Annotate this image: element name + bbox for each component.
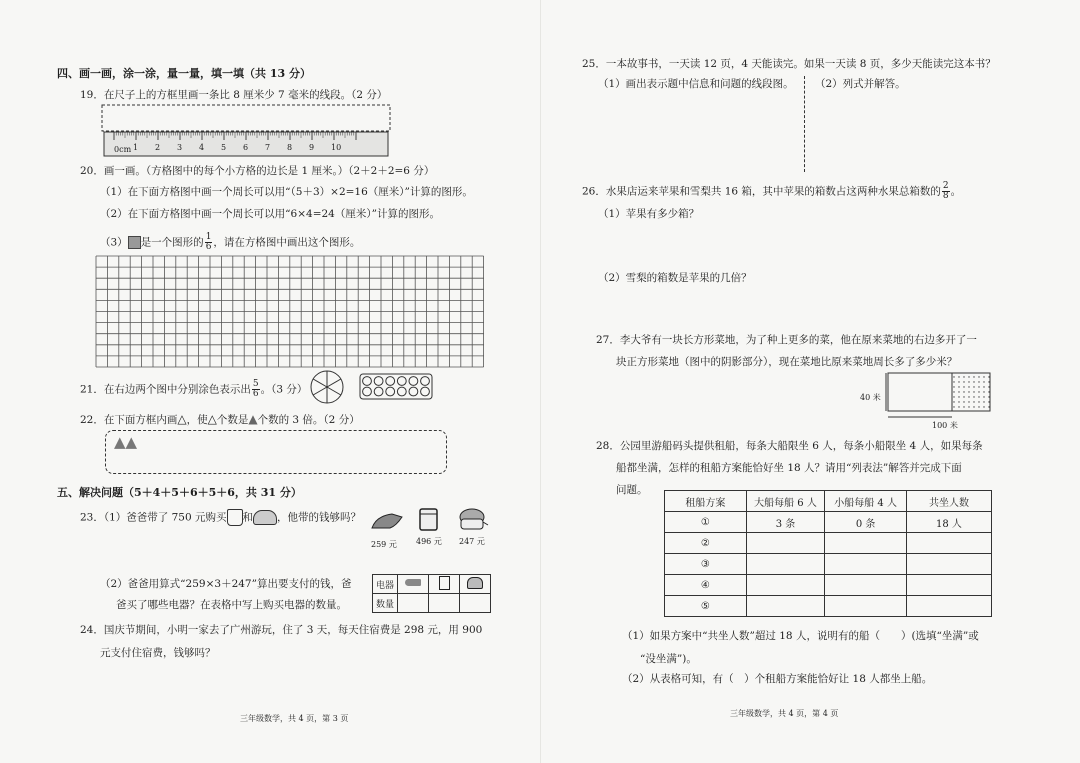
question-26-part-1: （1）苹果有多少箱？ [598, 208, 700, 220]
boat-rental-table [664, 490, 992, 617]
q20-3-text-end: ，请在方格图中画出这个图形。 [213, 236, 361, 249]
question-23-part-2-line-1: （2）爸爸用算式“259×3＋247”算出要支付的钱，爸 [100, 578, 352, 590]
question-26: 26．水果店运来苹果和雪梨共 16 箱，其中苹果的箱数占这两种水果总箱数的 $\frac{2}{8}$ 。 [582, 181, 962, 201]
table-row: ① 3 条 0 条 18 人 [665, 512, 992, 533]
egg-tray-circles[interactable] [359, 373, 434, 400]
question-20-part-3 [100, 233, 360, 252]
question-28-line-1: 28．公园里游船码头提供租船，每条大船限坐 6 人，每条小船限坐 4 人，如果每条 [596, 440, 983, 452]
elec-qty-kettle[interactable] [429, 594, 460, 613]
question-19: 19．在尺子上的方框里画一条比 8 厘米少 7 毫米的线段。（2 分） [80, 89, 388, 101]
fraction-two-eighths: $\frac{2}{8}$ [942, 181, 949, 201]
ruler-tick-label: 10 [331, 143, 342, 152]
price-rice-cooker: 247 元 [459, 537, 485, 546]
kettle-image-icon [417, 506, 441, 532]
ruler-tick-label: 1 [133, 143, 139, 152]
question-27-line-1: 27．李大爷有一块长方形菜地，为了种上更多的菜，他在原来菜地的右边多开了一 [596, 334, 977, 346]
triangle-outline-icon: △ [177, 412, 187, 426]
question-25-part-2: （2）列式并解答。 [815, 78, 906, 90]
table-row: ③ [665, 554, 992, 575]
question-27-line-2: 块正方形菜地（图中的阴影部分），现在菜地比原来菜地周长多了多少米？ [616, 356, 958, 368]
question-20-part-2: （2）在下面方格图中画一个周长可以用“6×4=24（厘米）”计算的图形。 [100, 208, 440, 220]
iron-icon [370, 511, 404, 531]
question-28-part-1-line-2: “没坐满”)。 [640, 653, 697, 665]
elec-row-label-appliance: 电器 [373, 575, 398, 594]
elec-cell-kettle [429, 575, 460, 594]
q20-3-text: 是一个图形的 [140, 236, 204, 249]
table-row: ② [665, 533, 992, 554]
fraction-one-sixth: $\frac{1}{6}$ [205, 232, 212, 252]
header-large-boat: 大船每船 6 人 [746, 491, 824, 512]
small-square-shape [128, 236, 141, 249]
ruler-tick-label: 5 [221, 143, 227, 152]
ruler-tick-label: 7 [265, 143, 271, 152]
question-24-line-1: 24．国庆节期间，小明一家去了广州游玩，住了 3 天，每天住宿费是 298 元，用 900 [80, 624, 483, 636]
question-23-part-1: 23．（1）爸爸带了 750 元购买 和 ，他带的钱够吗？ [80, 509, 361, 526]
elec-cell-iron [398, 575, 429, 594]
section-5-title: 五、解决问题（5＋4＋5＋6＋5＋6，共 31 分） [57, 486, 302, 499]
triangle-drawing-box[interactable] [105, 430, 447, 474]
question-28-part-2: （2）从表格可知，有（ ）个租船方案能恰好让 18 人都坐上船。 [622, 673, 933, 685]
header-plan: 租船方案 [665, 491, 747, 512]
question-20: 20．画一画。（方格图中的每个小方格的边长是 1 厘米。）（2＋2＋2=6 分） [80, 165, 435, 177]
question-21: 21．在右边两个图中分别涂色表示出 $\frac{5}{6}$ 。（3 分） [80, 379, 308, 399]
header-small-boat: 小船每船 4 人 [825, 491, 907, 512]
rice-cooker-image-icon [457, 507, 489, 532]
question-28-line-2: 船都坐满，怎样的租船方案能恰好坐 18 人？请用“列表法”解答并完成下面 [616, 462, 962, 474]
question-28-line-3: 问题。 [616, 484, 648, 496]
ruler-tick-label: 9 [309, 143, 315, 152]
question-25: 25．一本故事书，一天读 12 页，4 天能读完。如果一天读 8 页，多少天能读完这本书？ [582, 58, 996, 70]
question-26-part-2: （2）雪梨的箱数是苹果的几倍？ [598, 272, 752, 284]
triangle-filled-icon: ▲ [248, 412, 258, 426]
q20-3-label: （3） [100, 236, 128, 249]
ruler-tick-label: 6 [243, 143, 249, 152]
price-kettle: 496 元 [416, 537, 442, 546]
question-22: 22．在下面方框内画△，使△个数是▲个数的 3 倍。（2 分） [80, 412, 360, 426]
field-diagram [862, 370, 992, 425]
field-width-label: 40 米 [860, 393, 881, 402]
elec-cell-cooker [460, 575, 491, 594]
ruler-tick-label: 8 [287, 143, 293, 152]
question-20-part-1: （1）在下面方格图中画一个周长可以用“（5＋3）×2=16（厘米）”计算的图形。 [100, 186, 473, 198]
header-total: 共坐人数 [906, 491, 991, 512]
elec-row-label-quantity: 数量 [373, 594, 398, 613]
price-iron: 259 元 [371, 540, 397, 549]
gray-triangle-icon: ▲▲ [114, 433, 138, 451]
left-page-footer: 三年级数学，共 4 页，第 3 页 [240, 714, 349, 723]
rice-cooker-icon [253, 510, 277, 525]
question-24-line-2: 元支付住宿费，钱够吗？ [100, 647, 216, 659]
kettle-icon [227, 509, 243, 526]
page-divider [540, 0, 541, 763]
right-page-footer: 三年级数学，共 4 页，第 4 页 [730, 709, 839, 718]
square-grid[interactable] [96, 256, 484, 368]
fraction-five-sixths: $\frac{5}{6}$ [252, 379, 259, 399]
table-row: ④ [665, 575, 992, 596]
circle-sixths[interactable] [309, 369, 345, 405]
triangle-outline-icon-2: △ [207, 412, 217, 426]
ruler-tick-label: 3 [177, 143, 183, 152]
section-4-title: 四、画一画，涂一涂，量一量，填一填（共 13 分） [57, 67, 311, 80]
appliance-quantity-table [372, 574, 491, 613]
question-25-part-1: （1）画出表示题中信息和问题的线段图。 [598, 78, 794, 90]
question-28-part-1-line-1: （1）如果方案中“共坐人数”超过 18 人，说明有的船（ ）(选填“坐满”或 [622, 630, 979, 642]
ruler-tick-label: 2 [155, 143, 161, 152]
elec-qty-cooker[interactable] [460, 594, 491, 613]
table-row: ⑤ [665, 596, 992, 617]
field-length-label: 100 米 [932, 421, 958, 430]
ruler-tick-label: 4 [199, 143, 205, 152]
question-23-part-2-line-2: 爸买了哪些电器？在表格中写上购买电器的数量。 [116, 599, 347, 611]
ruler-unit-label: 0cm [114, 145, 132, 154]
answer-divider [804, 76, 805, 172]
elec-qty-iron[interactable] [398, 594, 429, 613]
